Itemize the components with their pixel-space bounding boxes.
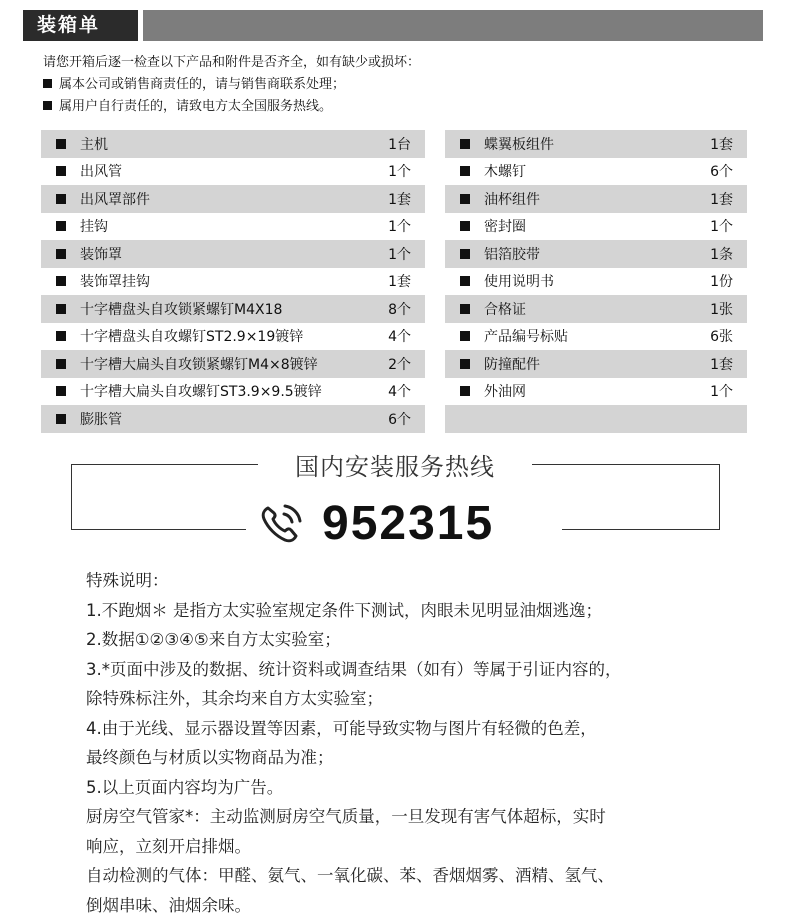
list-item	[41, 240, 425, 268]
note-line: 最终颜色与材质以实物商品为准；	[86, 748, 334, 767]
list-item	[41, 158, 425, 186]
item-qty: 2个	[388, 356, 411, 373]
intro-bullet-text: 属用户自行责任的，请致电方太全国服务热线。	[59, 99, 333, 114]
item-name: 产品编号标贴	[484, 329, 568, 346]
hotline-frame-right	[719, 464, 720, 530]
hotline-title: 国内安装服务热线	[295, 453, 495, 481]
hotline-frame-bottom-right	[562, 529, 720, 530]
list-item	[445, 185, 747, 213]
square-bullet-icon	[56, 221, 66, 231]
packing-list-right-column	[445, 130, 747, 433]
intro-bullet	[43, 74, 763, 96]
empty-row	[445, 405, 747, 433]
packing-list-title: 装箱单	[23, 10, 138, 41]
square-bullet-icon	[56, 359, 66, 369]
item-name: 外油网	[484, 384, 526, 401]
item-name: 装饰罩	[80, 246, 122, 263]
note-heading: 特殊说明：	[86, 571, 169, 590]
header-bar	[143, 10, 763, 41]
item-qty: 6个	[388, 411, 411, 428]
item-qty: 1条	[710, 246, 733, 263]
square-bullet-icon	[460, 386, 470, 396]
list-item	[445, 158, 747, 186]
item-qty: 4个	[388, 384, 411, 401]
square-bullet-icon	[56, 276, 66, 286]
hotline-number-row	[258, 493, 494, 553]
square-bullet-icon	[56, 304, 66, 314]
list-item	[41, 185, 425, 213]
square-bullet-icon	[460, 194, 470, 204]
item-name: 合格证	[484, 301, 526, 318]
square-bullet-icon	[56, 139, 66, 149]
list-item	[445, 240, 747, 268]
list-item	[445, 213, 747, 241]
item-name: 装饰罩挂钩	[80, 274, 150, 291]
item-qty: 1个	[710, 384, 733, 401]
note-line: 厨房空气管家*：主动监测厨房空气质量，一旦发现有害气体超标，实时	[86, 807, 606, 826]
note-line: 3.*页面中涉及的数据、统计资料或调查结果（如有）等属于引证内容的，	[86, 659, 622, 679]
item-qty: 6个	[710, 164, 733, 181]
hotline-frame-bottom-left	[71, 529, 246, 530]
item-name: 蝶翼板组件	[484, 136, 554, 153]
square-bullet-icon	[460, 166, 470, 176]
hotline-frame-top-right	[532, 464, 720, 465]
list-item	[445, 350, 747, 378]
item-name: 木螺钉	[484, 164, 526, 181]
list-item	[41, 323, 425, 351]
square-bullet-icon	[56, 194, 66, 204]
item-qty: 1个	[710, 219, 733, 236]
list-item	[41, 268, 425, 296]
item-qty: 1套	[388, 274, 411, 291]
note-line: 2.数据①②③④⑤来自方太实验室；	[86, 630, 341, 649]
item-qty: 1套	[710, 356, 733, 373]
item-qty: 8个	[388, 301, 411, 318]
list-item	[41, 350, 425, 378]
list-item	[41, 130, 425, 158]
square-bullet-icon	[460, 331, 470, 341]
note-line: 1.不跑烟＊ 是指方太实验室规定条件下测试，肉眼未见明显油烟逃逸；	[86, 600, 602, 620]
square-bullet-icon	[460, 139, 470, 149]
list-item	[445, 295, 747, 323]
item-name: 十字槽盘头自攻锁紧螺钉M4X18	[80, 301, 283, 318]
note-line: 5.以上页面内容均为广告。	[86, 777, 284, 797]
note-line: 响应，立刻开启排烟。	[86, 836, 251, 856]
item-name: 十字槽大扁头自攻螺钉ST3.9×9.5镀锌	[80, 384, 322, 401]
item-qty: 1个	[388, 219, 411, 236]
list-item	[445, 268, 747, 296]
list-item	[445, 130, 747, 158]
item-qty: 1套	[710, 136, 733, 153]
item-name: 挂钩	[80, 219, 108, 236]
item-name: 主机	[80, 136, 108, 153]
item-qty: 1套	[388, 191, 411, 208]
square-bullet-icon	[460, 359, 470, 369]
intro-lead: 请您开箱后逐一检查以下产品和附件是否齐全，如有缺少或损坏：	[43, 55, 421, 70]
item-qty: 1套	[710, 191, 733, 208]
hotline-frame-left	[71, 464, 72, 530]
intro-bullet-text: 属本公司或销售商责任的，请与销售商联系处理；	[59, 77, 346, 92]
item-name: 出风罩部件	[80, 191, 150, 208]
item-name: 密封圈	[484, 219, 526, 236]
note-line: 除特殊标注外，其余均来自方太实验室；	[86, 689, 383, 708]
square-bullet-icon	[460, 221, 470, 231]
hotline-frame-top-left	[71, 464, 258, 465]
square-bullet-icon	[56, 414, 66, 424]
list-item	[41, 378, 425, 406]
item-name: 十字槽大扁头自攻锁紧螺钉M4×8镀锌	[80, 356, 318, 373]
item-qty: 1个	[388, 164, 411, 181]
list-item	[41, 295, 425, 323]
item-qty: 4个	[388, 329, 411, 346]
item-name: 使用说明书	[484, 274, 554, 291]
note-line: 自动检测的气体：甲醛、氨气、一氧化碳、苯、香烟烟雾、酒精、氢气、	[86, 866, 614, 885]
square-bullet-icon	[460, 249, 470, 259]
note-line: 4.由于光线、显示器设置等因素，可能导致实物与图片有轻微的色差，	[86, 718, 597, 738]
square-bullet-icon	[43, 101, 52, 110]
list-item	[445, 378, 747, 406]
square-bullet-icon	[56, 249, 66, 259]
item-name: 油杯组件	[484, 191, 540, 208]
square-bullet-icon	[43, 79, 52, 88]
square-bullet-icon	[56, 331, 66, 341]
phone-icon	[258, 500, 308, 546]
square-bullet-icon	[56, 166, 66, 176]
item-name: 膨胀管	[80, 411, 122, 428]
square-bullet-icon	[56, 386, 66, 396]
list-item	[41, 405, 425, 433]
item-name: 铝箔胶带	[484, 246, 540, 263]
intro-bullet	[43, 96, 763, 118]
item-qty: 1个	[388, 246, 411, 263]
square-bullet-icon	[460, 276, 470, 286]
item-qty: 1台	[388, 136, 411, 153]
list-item	[445, 323, 747, 351]
item-name: 出风管	[80, 164, 122, 181]
item-name: 防撞配件	[484, 356, 540, 373]
list-item	[41, 213, 425, 241]
intro-text	[43, 52, 763, 118]
item-qty: 1张	[710, 301, 733, 318]
item-qty: 6张	[710, 329, 733, 346]
hotline-number: 952315	[322, 496, 495, 550]
item-qty: 1份	[710, 274, 733, 291]
packing-list-left-column	[41, 130, 425, 433]
special-notes	[86, 566, 766, 920]
square-bullet-icon	[460, 304, 470, 314]
note-line: 倒烟串味、油烟余味。	[86, 895, 251, 915]
item-name: 十字槽盘头自攻螺钉ST2.9×19镀锌	[80, 329, 304, 346]
